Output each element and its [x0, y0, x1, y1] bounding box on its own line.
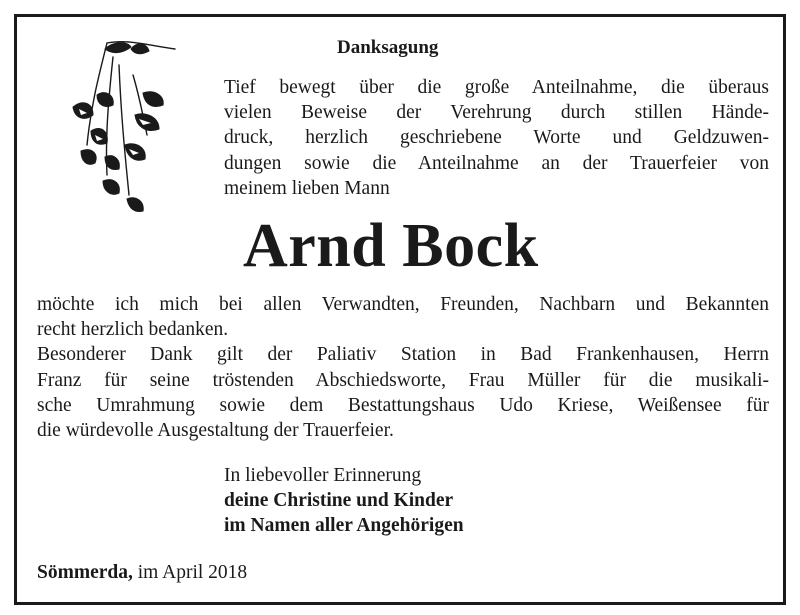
place-name: Sömmerda, — [37, 562, 133, 583]
signature-block — [224, 463, 464, 538]
body-line: sche Umrahmung sowie dem Bestattungshaus Udo Kriese, Weißensee für — [37, 394, 769, 416]
body-line: Franz für seine tröstenden Abschiedsworte, Frau Müller für die musikali- — [37, 369, 769, 391]
signature-line: im Namen aller Angehörigen — [224, 515, 464, 536]
heading-title: Danksagung — [337, 37, 439, 58]
signature-line: deine Christine und Kinder — [224, 490, 454, 511]
signature-line: In liebevoller Erinnerung — [224, 465, 422, 486]
deceased-name: Arnd Bock — [243, 212, 539, 280]
intro-line: vielen Beweise der Verehrung durch stillen Hände- — [224, 102, 769, 124]
leaf-branch-icon — [47, 35, 179, 215]
obituary-notice — [14, 14, 786, 605]
intro-line: Tief bewegt über die große Anteilnahme, die überaus — [224, 77, 769, 98]
body-line: recht herzlich bedanken. — [37, 319, 229, 341]
date-text: im April 2018 — [137, 562, 248, 583]
body-line: die würdevolle Ausgestaltung der Trauerfeier. — [37, 419, 394, 441]
intro-line: dungen sowie die Anteilnahme an der Trauerfeier von — [224, 152, 769, 174]
body-paragraph — [37, 292, 769, 443]
place-date — [37, 562, 247, 584]
intro-paragraph — [224, 75, 769, 201]
body-line: Besonderer Dank gilt der Paliativ Station in Bad Frankenhausen, Herrn — [37, 344, 769, 366]
intro-line: meinem lieben Mann — [224, 177, 390, 199]
intro-line: druck, herzlich geschriebene Worte und Geldzuwen- — [224, 127, 769, 149]
body-line: möchte ich mich bei allen Verwandten, Freunden, Nachbarn und Bekannten — [37, 294, 769, 315]
